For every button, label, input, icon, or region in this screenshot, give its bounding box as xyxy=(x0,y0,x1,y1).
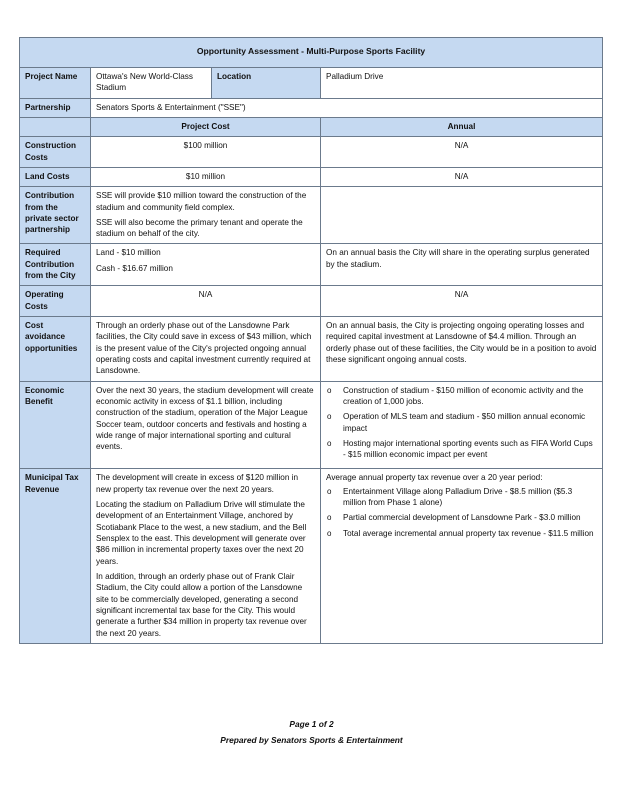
project-name-row xyxy=(20,68,603,99)
operating-label: Operating Costs xyxy=(20,286,91,317)
table-title: Opportunity Assessment - Multi-Purpose Sports Facility xyxy=(20,38,603,68)
avoidance-cost: Through an orderly phase out of the Lansdowne Park facilities, the City could save in excess of $43 million, which is the present value of the City's projected ongoing annual operating costs and capital investment currently required at Lansdowne. xyxy=(91,317,321,382)
list-item: o Total average incremental annual property tax revenue - $11.5 million xyxy=(327,528,594,538)
municipal-annual xyxy=(321,469,603,643)
bullet-icon: o xyxy=(327,438,332,448)
location-label: Location xyxy=(212,68,321,99)
municipal-bullet-list xyxy=(326,486,597,539)
contribution-paragraph: SSE will provide $10 million toward the construction of the stadium and community field complex. xyxy=(96,191,307,212)
municipal-cost xyxy=(91,469,321,643)
land-row xyxy=(20,167,603,186)
municipal-paragraph: The development will create in excess of $120 million in new property tax revenue over the next 20 years. xyxy=(96,473,299,494)
bullet-icon: o xyxy=(327,486,332,496)
municipal-paragraph: Locating the stadium on Palladium Drive will stimulate the development of an Entertainment Village, anchored by Scotiabank Place to the west, a new stadium, and the Bell Sensplex to the east. This development will generate over $86 million in incremental property taxes over the next 20 years. xyxy=(96,500,307,566)
land-cost: $10 million xyxy=(91,167,321,186)
list-item: o Construction of stadium - $150 million of economic activity and the creation of 1,000 jobs. xyxy=(327,385,584,406)
required-label: Required Contribution from the City xyxy=(20,244,91,286)
avoidance-annual: On an annual basis, the City is projecting ongoing operating losses and required capital investment at Lansdowne of $4.4 million. Through an orderly phase out of these facilities, the City would be in a position to avoid these significant ongoing annual costs. xyxy=(321,317,603,382)
contribution-label: Contribution from the private sector partnership xyxy=(20,187,91,244)
required-row xyxy=(20,244,603,286)
list-item: o Partial commercial development of Lansdowne Park - $3.0 million xyxy=(327,513,581,523)
prepared-by: Prepared by Senators Sports & Entertainment xyxy=(220,735,403,745)
operating-row xyxy=(20,286,603,317)
municipal-label: Municipal Tax Revenue xyxy=(20,469,91,643)
required-annual: On an annual basis the City will share in the operating surplus generated by the stadium. xyxy=(321,244,603,286)
construction-row xyxy=(20,137,603,168)
construction-annual: N/A xyxy=(321,137,603,168)
municipal-paragraph: In addition, through an orderly phase out of Frank Clair Stadium, the City could allow a portion of the Lansdowne site to be commercially developed, generating a second significant incremental tax base for the City. This would generate a further $34 million in property tax revenue over the next 20 years. xyxy=(96,571,307,638)
partnership-value: Senators Sports & Entertainment ("SSE") xyxy=(91,98,603,117)
column-header-row xyxy=(20,117,603,136)
contribution-paragraph: SSE will also become the primary tenant and operate the stadium on behalf of the city. xyxy=(96,217,303,239)
blank-header-cell xyxy=(20,117,91,136)
contribution-cost xyxy=(91,187,321,244)
economic-row xyxy=(20,381,603,469)
project-name-label: Project Name xyxy=(20,68,91,99)
page-number: Page 1 of 2 xyxy=(289,719,334,729)
required-line: Cash - $16.67 million xyxy=(96,263,173,273)
required-cost xyxy=(91,244,321,286)
contribution-annual xyxy=(321,187,603,244)
municipal-annual-intro: Average annual property tax revenue over a 20 year period: xyxy=(326,473,543,483)
bullet-icon: o xyxy=(327,385,332,395)
partnership-row xyxy=(20,98,603,117)
economic-bullet-list xyxy=(326,385,597,461)
list-item: o Entertainment Village along Palladium Drive - $8.5 million ($5.3 million from Phase 1 alone) xyxy=(327,486,573,508)
list-item: o Operation of MLS team and stadium - $50 million annual economic impact xyxy=(327,412,586,433)
contribution-row xyxy=(20,187,603,244)
operating-cost: N/A xyxy=(91,286,321,317)
construction-label: Construction Costs xyxy=(20,137,91,168)
project-cost-header: Project Cost xyxy=(91,117,321,136)
economic-label: Economic Benefit xyxy=(20,381,91,469)
economic-annual xyxy=(321,381,603,469)
bullet-icon: o xyxy=(327,528,332,538)
bullet-icon: o xyxy=(327,513,332,523)
required-line: Land - $10 million xyxy=(96,248,161,258)
annual-header: Annual xyxy=(321,117,603,136)
construction-cost: $100 million xyxy=(91,137,321,168)
economic-cost: Over the next 30 years, the stadium development will create economic activity in excess of $1.1 billion, including construction of the stadium, operation of the Major League Soccer team, outdoor concerts and festivals and hosting a wide range of major international sporting and cultural events. xyxy=(91,381,321,469)
avoidance-label: Cost avoidance opportunities xyxy=(20,317,91,382)
land-annual: N/A xyxy=(321,167,603,186)
list-item: o Hosting major international sporting events such as FIFA World Cups - $15 million economic impact per event xyxy=(327,438,593,460)
bullet-icon: o xyxy=(327,412,332,422)
assessment-table xyxy=(19,37,603,644)
project-name-value: Ottawa's New World-Class Stadium xyxy=(91,68,212,99)
location-value: Palladium Drive xyxy=(321,68,603,99)
municipal-row xyxy=(20,469,603,643)
operating-annual: N/A xyxy=(321,286,603,317)
land-label: Land Costs xyxy=(20,167,91,186)
partnership-label: Partnership xyxy=(20,98,91,117)
avoidance-row xyxy=(20,317,603,382)
